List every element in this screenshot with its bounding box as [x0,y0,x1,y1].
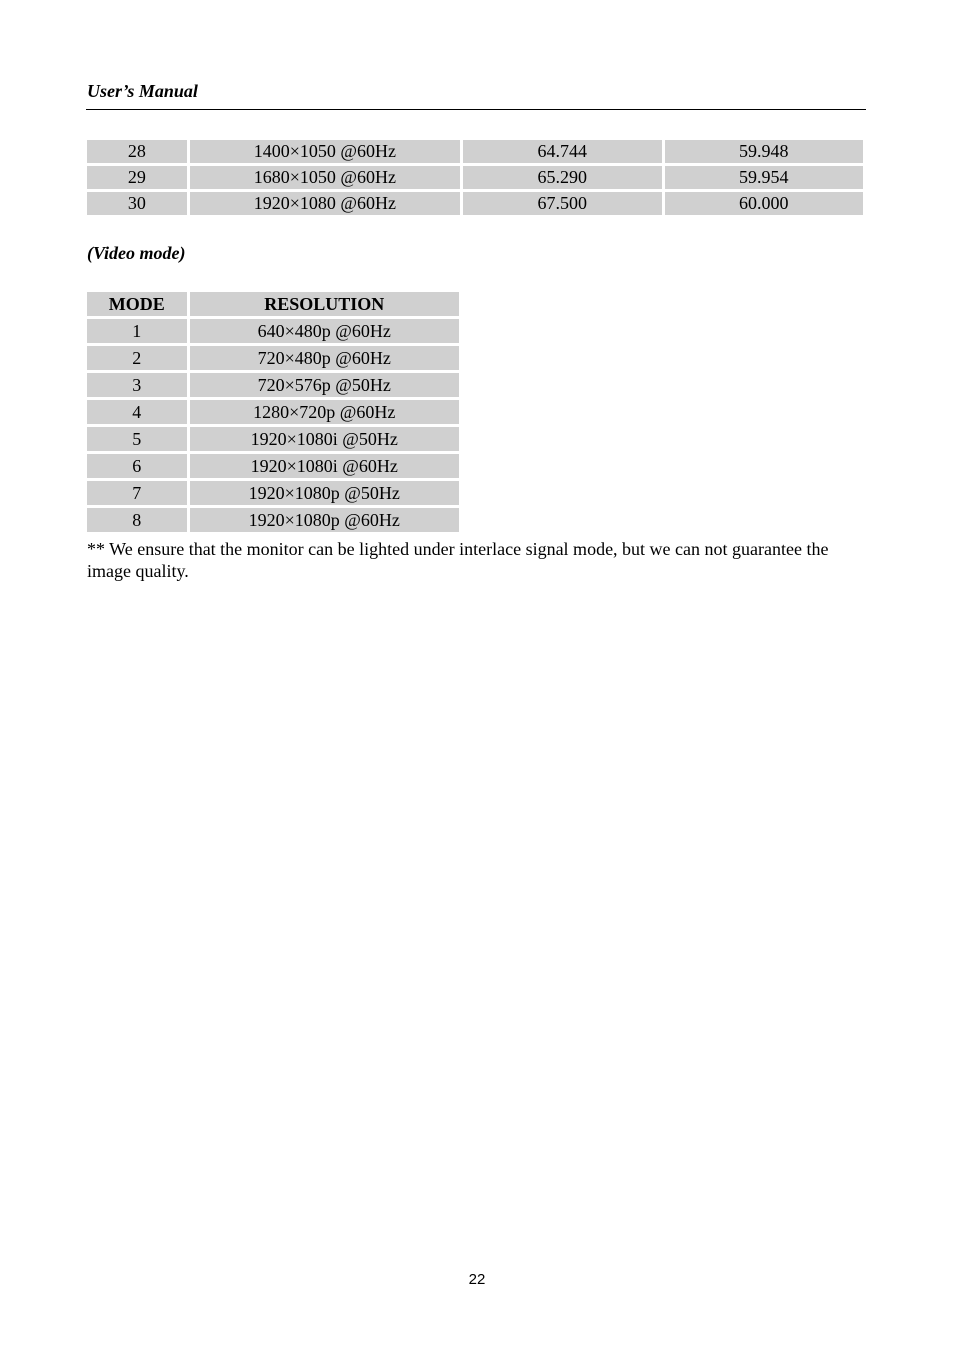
table-row [87,508,459,532]
mode-cell: 5 [87,427,187,451]
resolution-cell: 1920×1080 @60Hz [190,192,460,215]
resolution-cell: 1280×720p @60Hz [190,400,459,424]
horizontal-frequency-cell: 65.290 [463,166,661,189]
horizontal-frequency-cell: 67.500 [463,192,661,215]
table-row [87,400,459,424]
video-mode-label: (Video mode) [87,243,186,263]
interlace-note: ** We ensure that the monitor can be lighted under interlace signal mode, but we can not guarantee the image quality. [87,539,829,581]
vertical-frequency-cell: 59.948 [665,140,864,163]
video-mode-table [84,289,462,535]
mode-column-header: MODE [87,292,187,316]
timing-table [84,137,866,218]
resolution-cell: 1680×1050 @60Hz [190,166,460,189]
resolution-column-header: RESOLUTION [190,292,459,316]
resolution-cell: 720×576p @50Hz [190,373,459,397]
mode-cell: 1 [87,319,187,343]
mode-cell: 2 [87,346,187,370]
resolution-cell: 1920×1080p @50Hz [190,481,459,505]
table-row [87,346,459,370]
resolution-cell: 1920×1080p @60Hz [190,508,459,532]
horizontal-frequency-cell: 64.744 [463,140,661,163]
mode-cell: 29 [87,166,187,189]
table-row [87,481,459,505]
table-row [87,373,459,397]
table-row [87,166,863,189]
header-divider [86,109,866,110]
table-row [87,454,459,478]
resolution-cell: 720×480p @60Hz [190,346,459,370]
table-header-row [87,292,459,316]
mode-cell: 28 [87,140,187,163]
table-row [87,427,459,451]
manual-header-title: User’s Manual [87,81,198,101]
table-row [87,192,863,215]
page-number: 22 [468,1271,486,1288]
vertical-frequency-cell: 60.000 [665,192,864,215]
mode-cell: 7 [87,481,187,505]
resolution-cell: 1400×1050 @60Hz [190,140,460,163]
mode-cell: 30 [87,192,187,215]
mode-cell: 8 [87,508,187,532]
table-row [87,140,863,163]
table-row [87,319,459,343]
mode-cell: 6 [87,454,187,478]
resolution-cell: 1920×1080i @60Hz [190,454,459,478]
mode-cell: 3 [87,373,187,397]
mode-cell: 4 [87,400,187,424]
resolution-cell: 640×480p @60Hz [190,319,459,343]
resolution-cell: 1920×1080i @50Hz [190,427,459,451]
vertical-frequency-cell: 59.954 [665,166,864,189]
